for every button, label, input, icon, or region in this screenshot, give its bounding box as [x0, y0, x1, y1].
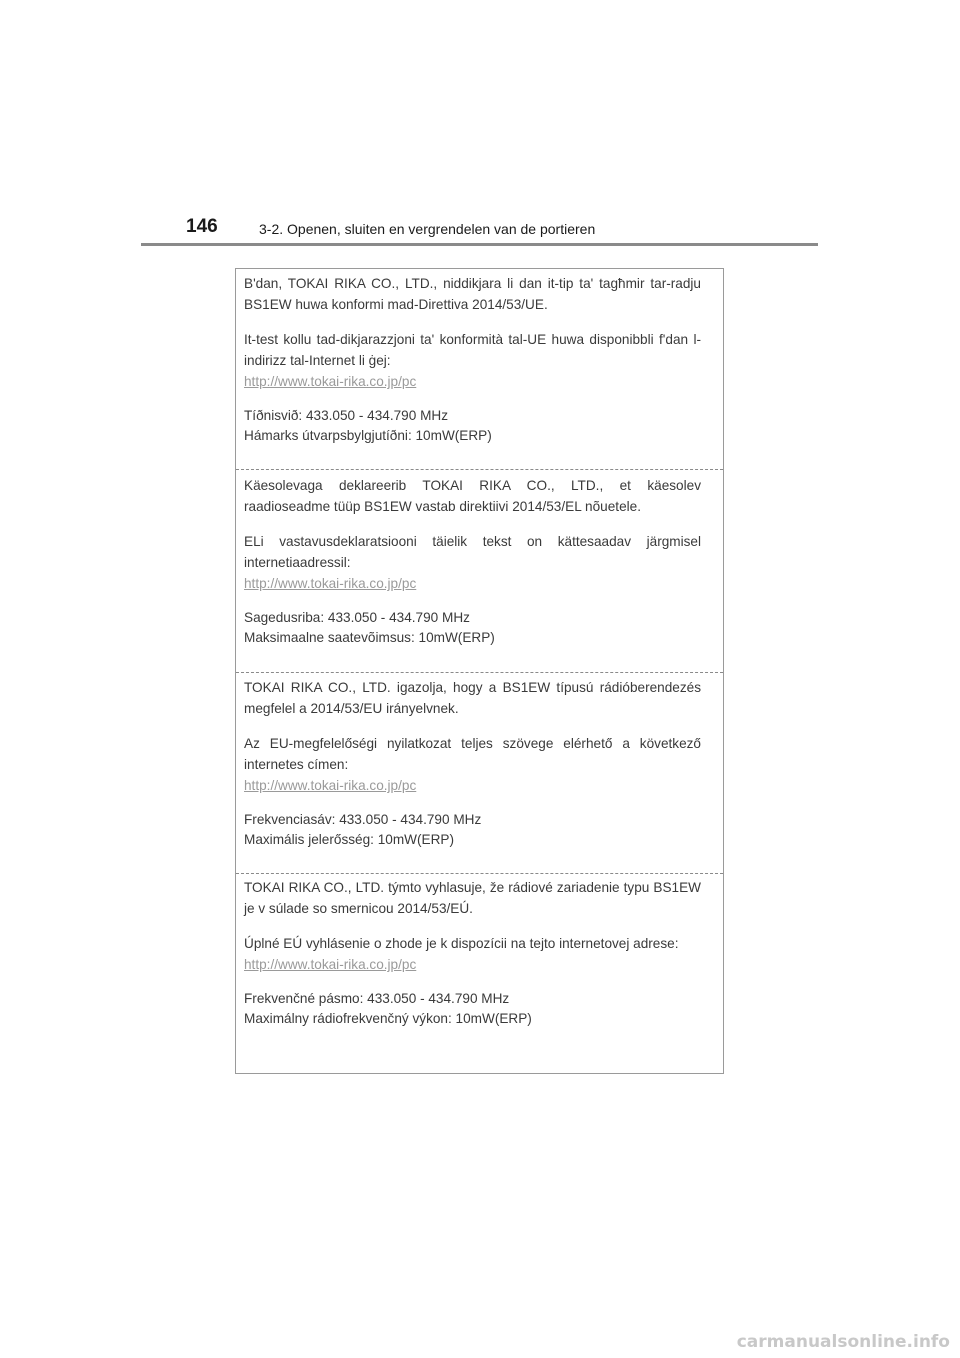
availability-text: Az EU-megfelelőségi nyilatkozat teljes szövege elérhető a következő internetes címen: — [244, 736, 701, 772]
declaration-url-link[interactable]: http://www.tokai-rika.co.jp/pc — [244, 576, 417, 591]
availability-text: It-test kollu tad-dikjarazzjoni ta' konformità tal-UE huwa disponibbli f'dan l-indirizz tal-Internet li ġej: — [244, 332, 701, 368]
frequency-text: Tíðnisvið: 433.050 - 434.790 MHz — [244, 408, 449, 423]
frequency-text: Sagedusriba: 433.050 - 434.790 MHz — [244, 610, 470, 625]
section-divider — [236, 469, 723, 470]
frequency-text: Frekvenciasáv: 433.050 - 434.790 MHz — [244, 812, 482, 827]
power-text: Maksimaalne saatevõimsus: 10mW(ERP) — [244, 630, 495, 645]
declaration-text: B'dan, TOKAI RIKA CO., LTD., niddikjara li dan it-tip ta' tagħmir tar-radju BS1EW huwa konformi mad-Direttiva 2014/53/UE. — [244, 276, 701, 312]
section-divider — [236, 873, 723, 874]
declaration-text: TOKAI RIKA CO., LTD. týmto vyhlasuje, že rádiové zariadenie typu BS1EW je v súlade so smernicou 2014/53/EÚ. — [244, 880, 701, 916]
declaration-text: TOKAI RIKA CO., LTD. igazolja, hogy a BS1EW típusú rádióberendezés megfelel a 2014/53/EU irányelvnek. — [244, 680, 701, 716]
power-text: Maximális jelerősség: 10mW(ERP) — [244, 832, 454, 847]
availability-text: ELi vastavusdeklaratsiooni täielik tekst on kättesaadav järgmisel internetiaadressil: — [244, 534, 701, 570]
frequency-text: Frekvenčné pásmo: 433.050 - 434.790 MHz — [244, 991, 510, 1006]
declaration-box — [235, 268, 724, 1074]
header-rule — [141, 243, 818, 246]
page-number: 146 — [186, 216, 218, 237]
declaration-url-link[interactable]: http://www.tokai-rika.co.jp/pc — [244, 374, 417, 389]
section-divider — [236, 672, 723, 673]
section-title: 3-2. Openen, sluiten en vergrendelen van de portieren — [259, 221, 596, 237]
declaration-block-slovak — [236, 877, 723, 1029]
declaration-url-link[interactable]: http://www.tokai-rika.co.jp/pc — [244, 957, 417, 972]
declaration-block-hungarian — [236, 677, 723, 850]
declaration-url-link[interactable]: http://www.tokai-rika.co.jp/pc — [244, 778, 417, 793]
watermark-logo: carmanualsonline.info — [736, 1332, 950, 1352]
declaration-block-estonian — [236, 475, 723, 648]
power-text: Hámarks útvarpsbylgjutíðni: 10mW(ERP) — [244, 428, 492, 443]
power-text: Maximálny rádiofrekvenčný výkon: 10mW(ERP) — [244, 1011, 532, 1026]
availability-text: Úplné EÚ vyhlásenie o zhode je k dispozícii na tejto internetovej adrese: — [244, 936, 679, 951]
declaration-block-maltese — [236, 273, 723, 446]
declaration-text: Käesolevaga deklareerib TOKAI RIKA CO., LTD., et käesolev raadioseadme tüüp BS1EW vastab direktiivi 2014/53/EL nõuetele. — [244, 478, 701, 514]
